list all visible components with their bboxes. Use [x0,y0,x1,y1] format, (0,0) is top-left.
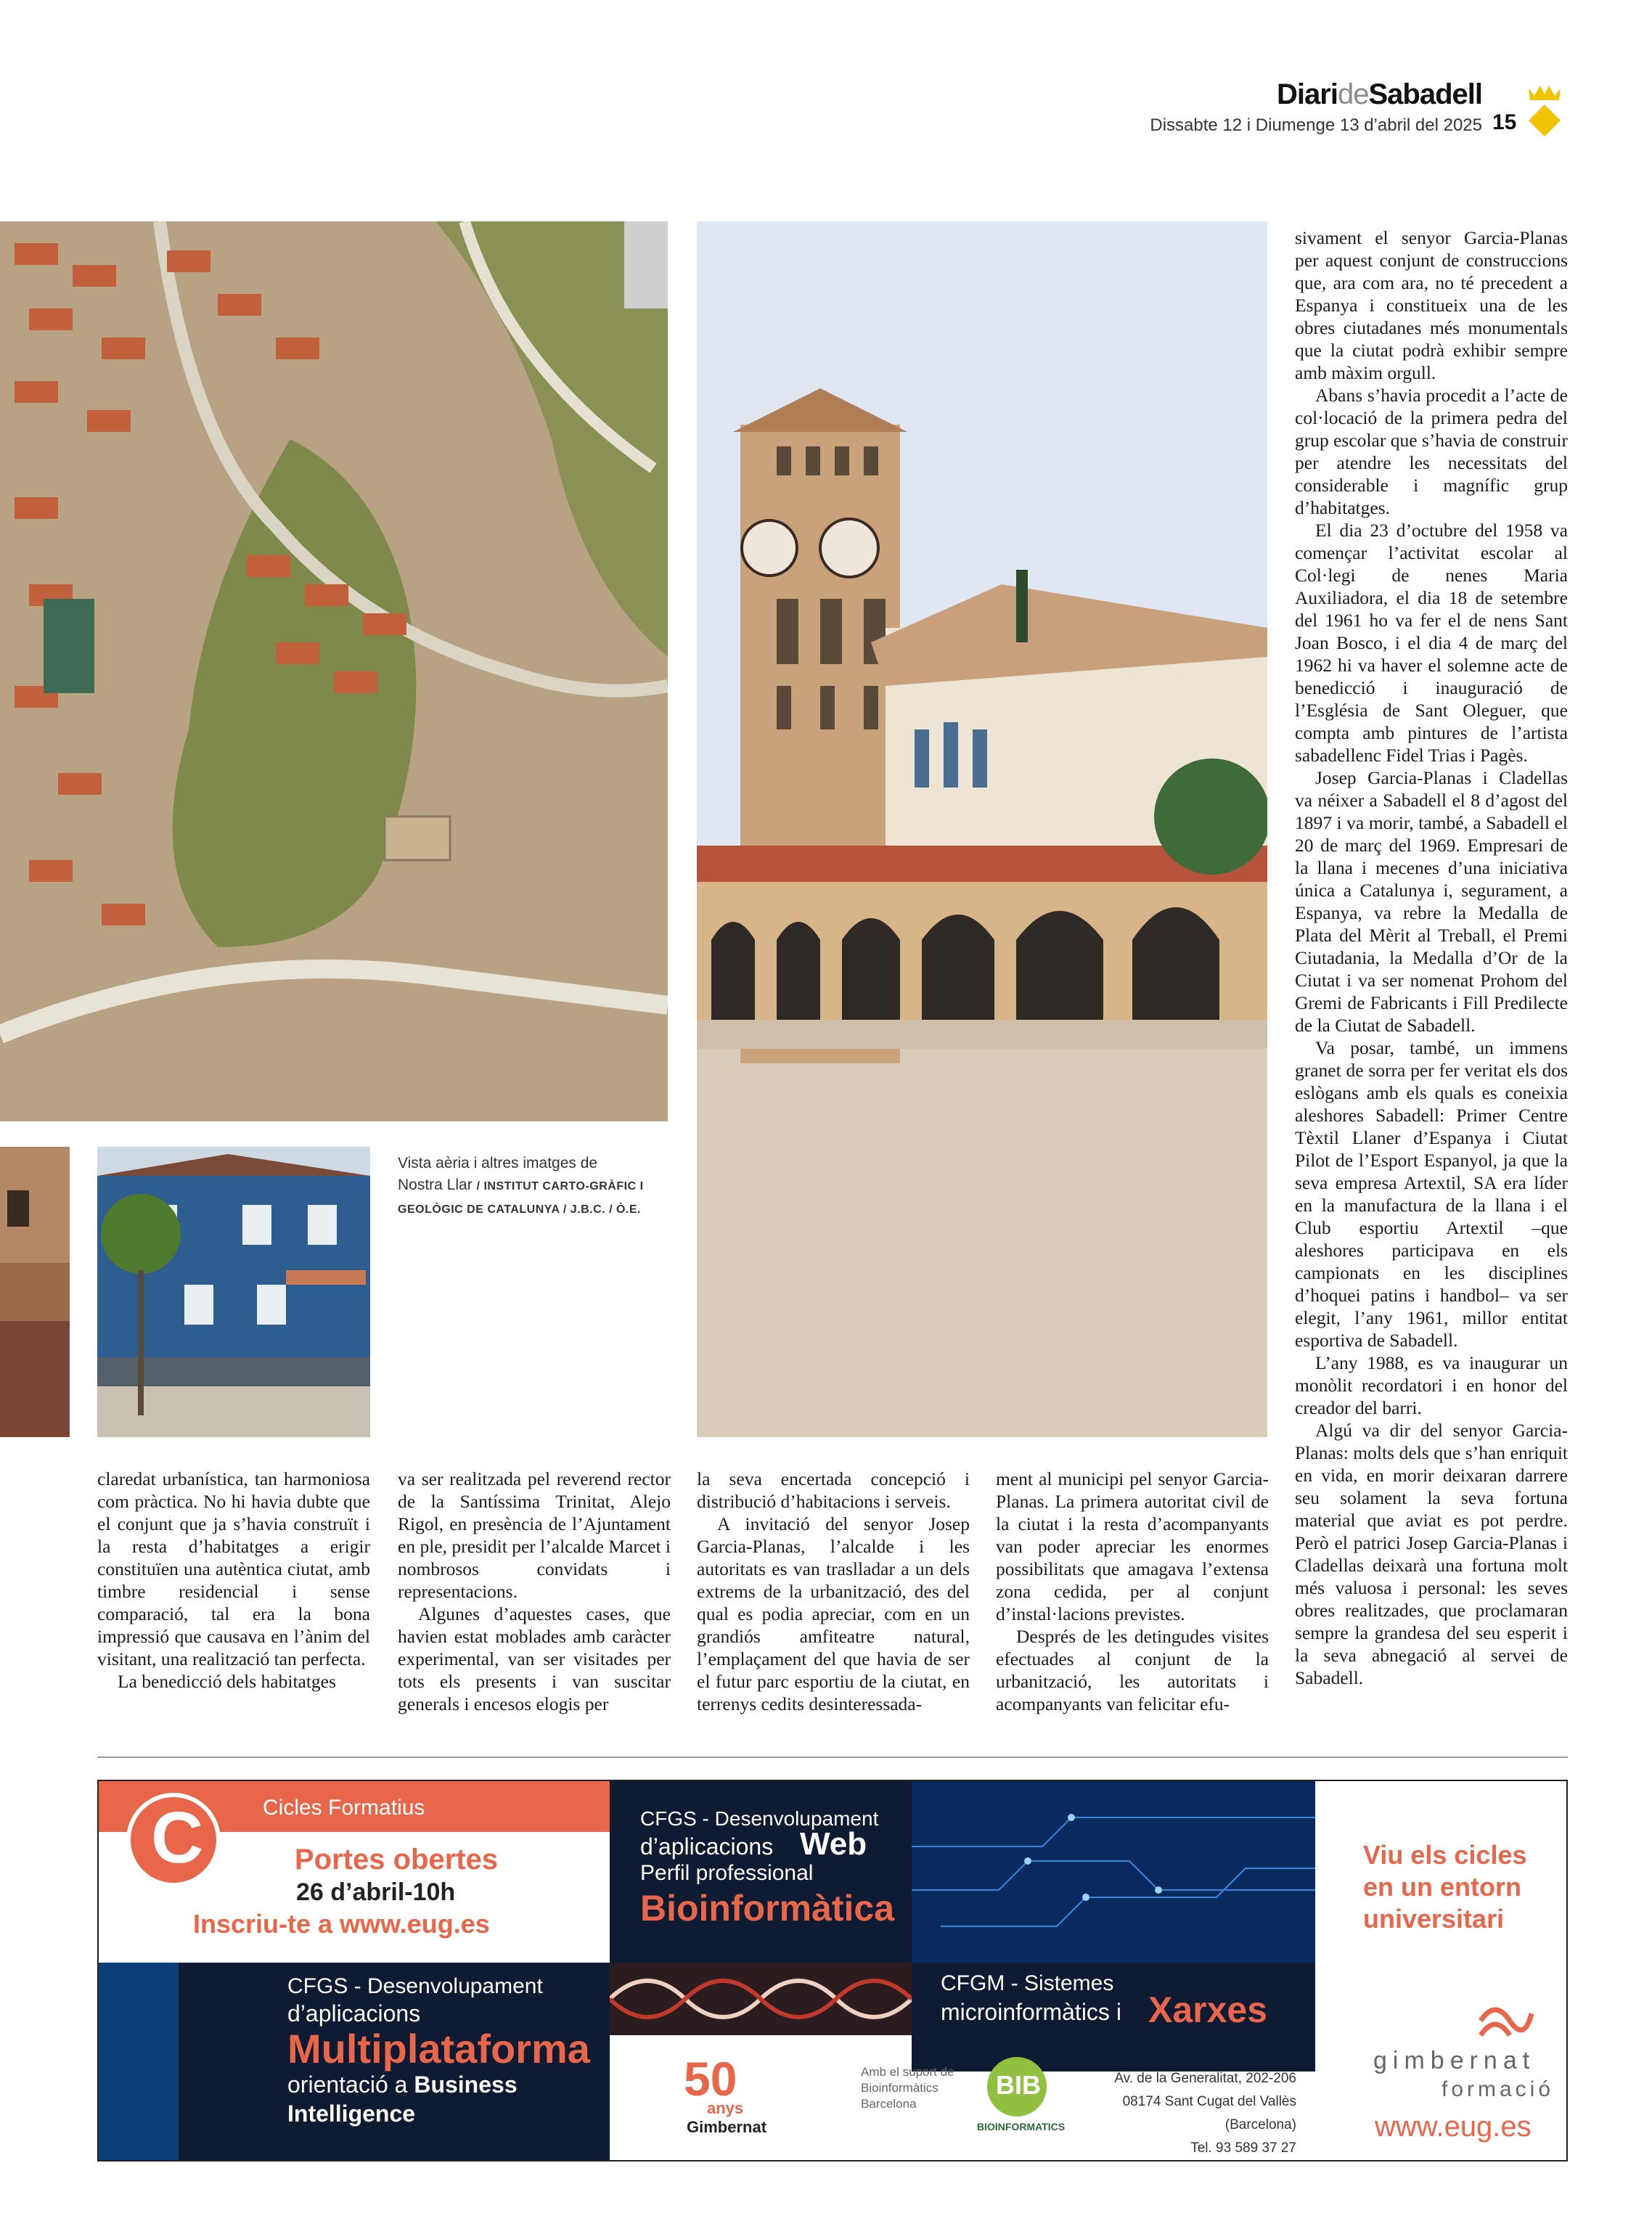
viu-cicles-text: Viu els cicles en un entorn universitari [1363,1840,1527,1934]
paragraph: Abans s’havia procedit a l’acte de col·locació de la primera pedra del grup escolar que s’havia de construir per atendre les necessitats del considerable i magnífic grup d’habitatges. [1295,385,1568,518]
dna-graphic [610,1963,912,2035]
binary-graphic [99,1963,179,2161]
church-photo [697,221,1267,1437]
paragraph: La benedicció dels habitatges [118,1671,336,1692]
cicles-label: Cicles Formatius [263,1796,425,1820]
page-number: 15 [1492,110,1517,134]
cfgm-prefix: CFGM - Sistemes [941,1971,1114,1995]
multiplataforma-title: Multiplataforma [287,2026,590,2071]
paragraph: claredat urbanística, tan harmoniosa com pràctica. No hi havia dubte que el conjunt que ja s’havia construït i la resta d’habitatges a erigir constituïen una autèntica ciutat, amb timbre residencial i sense comparació, tal era la bona impressió que causava en l’ànim del visitant, una realització tan perfecta. [97,1468,370,1669]
web-course-line3: Perfil professional [640,1861,814,1885]
article-column-3 [697,1468,970,1715]
gimbernat-wordmark: gimbernat [1373,2047,1536,2074]
paragraph: sivament el senyor Garcia-Planas per aquest conjunt de construccions que, ara com ara, no té precedent a Espanya i constitueix una de les obres ciutadanes més monumentals que la ciutat podrà exhibir sempre amb màxim orgull. [1295,227,1568,383]
paragraph: ment al municipi pel senyor Garcia-Planas. La primera autoritat civil de la ciutat i la resta d’acompanyants van poder apreciar les enormes possibilitats que amagava l’extensa zona cedida, per al conjunt d’instal·lacions previstes. [996,1468,1269,1624]
paragraph: la seva encertada concepció i distribució d’habitacions i serveis. [697,1468,970,1512]
paragraph: L’any 1988, es va inaugurar un monòlit recordatori i en honor del creador del barri. [1295,1352,1568,1418]
gimbernat-advertisement [97,1780,1568,2161]
bib-subtitle: BIOINFORMATICS [977,2121,1066,2132]
portes-obertes: Portes obertes [295,1844,499,1876]
anniversary-number: 50 [684,2052,737,2106]
open-day-date: 26 d’abril-10h [296,1878,456,1906]
cfgm-line2: microinformàtics i [941,1999,1121,2025]
paragraph: El dia 23 d’octubre del 1958 va començar l’activitat escolar al Col·legi de nenes Maria Auxiliadora, el dia 18 de setembre del 1961 ho va fer el de nens Sant Joan Bosco, i el dia 4 de març del 1962 hi va haver el solemne acte de benedicció i inauguració de l’Església de Sant Oleguer, que compta amb pintures de l’artista sabadellenc Fidel Trias i Pagès. [1295,520,1568,766]
aerial-photo [0,221,668,1121]
business-intelligence: Intelligence [287,2101,416,2127]
gimbernat-logo-icon [1473,1992,1539,2050]
paragraph: Després de les detingudes visites efectuades al conjunt de la urbanització, les autoritats i acompanyants van felicitar efu- [996,1626,1269,1714]
article-column-right [1295,226,1568,1689]
masthead [1150,78,1482,136]
caption-credit: / INSTITUT CARTO-GRÀFIC I GEOLÒGIC DE CATALUNYA / J.B.C. / Ò.E. [398,1180,644,1216]
multi-prefix: CFGS - Desenvolupament [287,1974,543,1998]
crown-emblem-icon [1524,80,1565,138]
web-word: Web [800,1826,867,1862]
address-block: Av. de la Generalitat, 202-206 08174 Sant Cugat del Vallès (Barcelona) Tel. 93 589 37 27 [1114,2071,1296,2156]
formacio-wordmark: formació [1442,2077,1555,2101]
paragraph: Algunes d’aquestes cases, que havien estat moblades amb caràcter experimental, van ser visitades per tots els presents i van suscitar generals i encesos elogis per [398,1603,671,1714]
website-link[interactable]: www.eug.es [1375,2111,1532,2143]
article-column-4 [996,1468,1269,1715]
bioinformatica-title: Bioinformàtica [640,1888,895,1929]
paragraph: va ser realitzada pel reverend rector de la Santíssima Trinitat, Alejo Rigol, en presència de l’Ajuntament en ple, presidit per l’alcalde Marcet i nombrosos convidats i representacions. [398,1468,671,1602]
issue-date: Dissabte 12 i Diumenge 13 d’abril del 2025 [1150,115,1482,135]
article-column-2 [398,1468,671,1715]
multi-line3: orientació a Business [287,2071,518,2098]
paragraph: A invitació del senyor Josep Garcia-Planas, l’alcalde i les autoritats es van traslladar a un dels extrems de la urbanització, des del qual es podia apreciar, com en un grandiós amfiteatre natural, l’emplaçament del que havia de ser el futur parc esportiu de la ciutat, en terrenys cedits desinteressada- [697,1513,970,1714]
paragraph: Josep Garcia-Planas i Cladellas va néixer a Sabadell el 8 d’agost del 1897 i va morir, també, a Sabadell el 20 de març del 1969. Empresari de la llana i mecenes d’una iniciativa única a Catalunya i, segurament, a Espanya, va rebre la Medalla de Plata del Mèrit al Treball, el Premi Ciutadania, la Medalla d’Or de la Ciutat i va ser nomenat Prohom del Gremi de Fabricants i Fill Predilecte de la Ciutat de Sabadell. [1295,767,1568,1036]
web-course-line2: d’aplicacions [640,1833,774,1860]
c-logo-letter: C [151,1797,204,1878]
paragraph: Algú va dir del senyor Garcia-Planas: molts dels que s’han enriquit en vida, en morir deixaran darrere seu solament la seva fortuna material que aviat es pot perdre. Però el patrici Josep Garcia-Planas i Cladellas deixarà una fortuna molt més valuosa i personal: les seves obres realitzades, que proclamaran sempre la grandesa del seu esperit i la seva abnegació al servei de Sabadell. [1295,1420,1568,1688]
inscriu-link[interactable]: Inscriu-te a www.eug.es [193,1909,490,1939]
brand-logo: DiarideSabadell [1277,78,1482,110]
web-course-prefix: CFGS - Desenvolupament [640,1807,879,1830]
caption-text: Vista aèria i altres imatges de Nostra Llar [398,1155,598,1193]
article-column-1 [97,1468,370,1693]
anniversary-anys: anys [707,2099,744,2117]
xarxes-title: Xarxes [1148,1989,1268,2030]
section-divider [97,1756,1568,1758]
support-text: Amb el suport de Bioinformàtics Barcelona [861,2065,954,2111]
circuit-graphic [912,1781,1315,1963]
blue-house-photo [97,1147,370,1437]
anniversary-brand: Gimbernat [687,2118,767,2136]
bib-logo-text: BIB [996,2070,1041,2100]
multi-line2: d’aplicacions [287,2000,421,2026]
paragraph: Va posar, també, un immens granet de sorra per fer veritat els dos eslògans amb els quals es coneixia aleshores Sabadell: Primer Centre Tèxtil Llaner d’Espanya i Ciutat Pilot de l’Esport Espanyol, ja que la seva empresa Artextil, SA era líder en la manufactura de la llana i el Club esportiu Artextil –que aleshores participava en els campionats en les disciplines d’hoquei patins i handbol– va ser elegit, l’any 1961, millor entitat esportiva de Sabadell. [1295,1037,1568,1351]
street-photo-partial [0,1147,70,1437]
photo-caption [398,1153,645,1221]
